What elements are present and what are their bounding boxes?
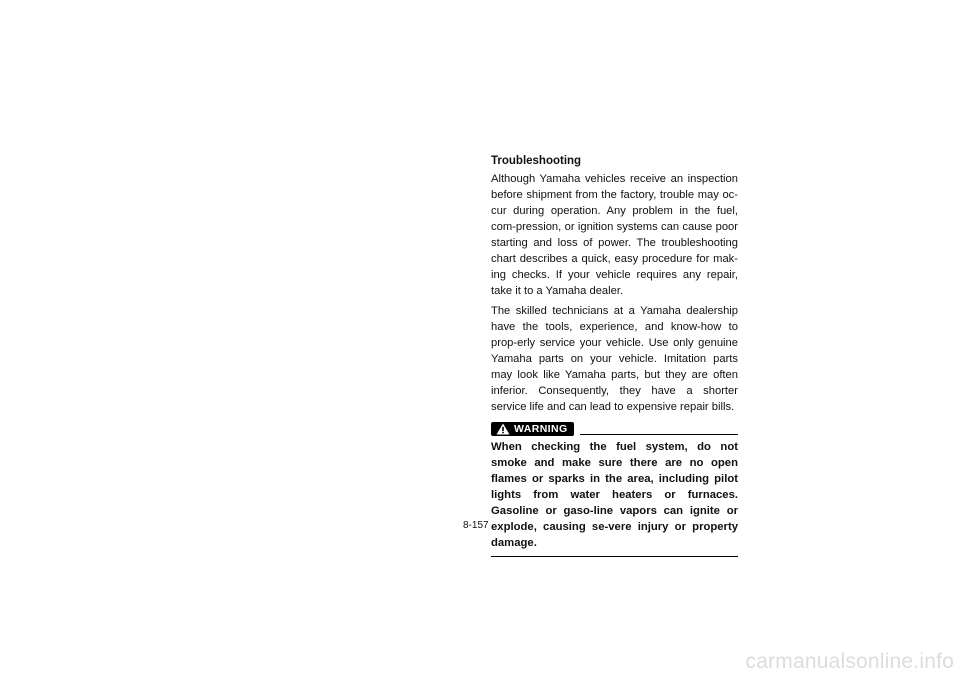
- watermark: carmanualsonline.info: [745, 650, 954, 673]
- text-column: [491, 153, 738, 557]
- warning-top-rule: [580, 434, 738, 435]
- warning-text: When checking the fuel system, do not smoke and make sure there are no open flames or sparks in the area, including pilot lights from water heaters or furnaces. Gasoline or gaso-line vapors can ignite or explode, causing se-vere injury or property damage.: [491, 439, 738, 557]
- warning-label: WARNING: [514, 422, 568, 435]
- section-heading: Troubleshooting: [491, 155, 582, 167]
- paragraph-inspection: Although Yamaha vehicles receive an inspection before shipment from the factory, trouble may oc-cur during operation. Any problem in the fuel, com-pression, or ignition systems can cause poor starting and loss of power. The troubleshooting chart describes a quick, easy procedure for mak-ing checks. If your vehicle requires any repair, take it to a Yamaha dealer.: [491, 173, 738, 297]
- page-number: 8-157: [463, 520, 489, 531]
- paragraph-technicians: The skilled technicians at a Yamaha dealership have the tools, experience, and know-how to prop-erly service your vehicle. Use only genuine Yamaha parts on your vehicle. Imitation parts may look like Yamaha parts, but they are often inferior. Consequently, they have a shorter service life and can lead to expensive repair bills.: [491, 305, 738, 413]
- warning-triangle-icon: [496, 423, 510, 435]
- warning-badge: [491, 422, 574, 436]
- warning-header: [491, 421, 738, 436]
